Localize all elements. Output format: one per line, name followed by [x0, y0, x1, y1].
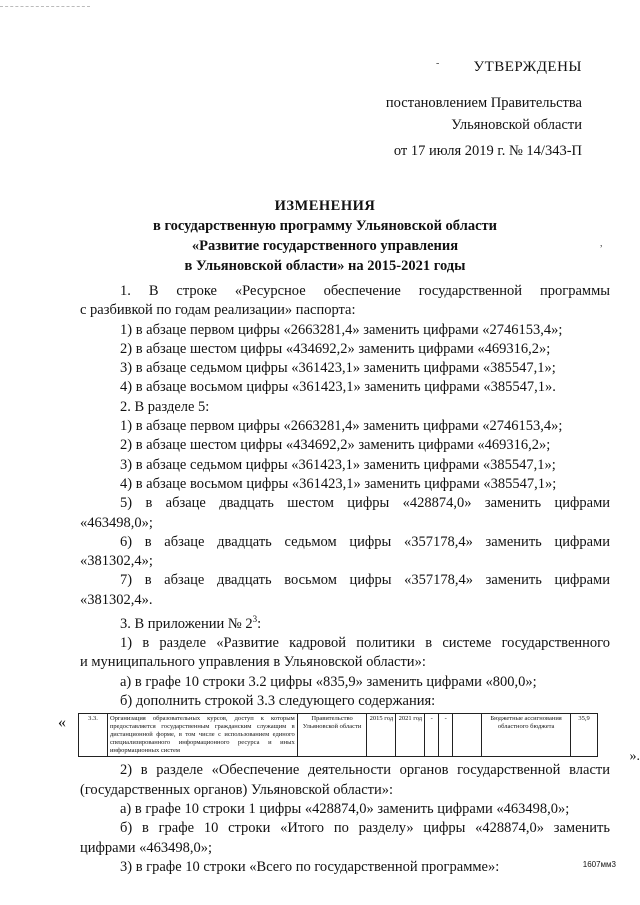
para-3-item-2b-line-1: б) в графе 10 строки «Итого по разделу» цифры «428874,0» заменить: [120, 820, 610, 837]
para-3-item-2-line-1: 2) в разделе «Обеспечение деятельности органов государственной власти: [120, 762, 610, 779]
approval-block: [473, 56, 582, 78]
para-3-item-1b: б) дополнить строкой 3.3 следующего содержания:: [120, 693, 436, 710]
approval-line-1: постановлением Правительства: [385, 95, 582, 111]
cell-year-end: 2021 год: [396, 714, 425, 757]
para-1-rest: с разбивкой по годам реализации» паспорта:: [80, 302, 356, 319]
para-2-heading: 2. В разделе 5:: [120, 398, 210, 415]
cell-description: Организация образовательных курсов, доступ к которым предоставляется государственным гражданским служащим в дистанционной форме, в том числе с использованием единого специализированного информационного ресурса и иных информационных систем: [107, 714, 297, 757]
cell-executor: Правительство Ульяновской области: [297, 714, 367, 757]
para-1-item-2: 2) в абзаце шестом цифры «434692,2» заменить цифрами «469316,2»;: [120, 340, 551, 357]
para-3-heading-sup: 3: [252, 614, 258, 625]
para-3-heading-text: 3. В приложении № 2: [120, 615, 253, 632]
scan-speck: -: [436, 58, 440, 69]
para-3-item-2-line-2: (государственных органов) Ульяновской области»:: [80, 781, 394, 798]
para-3-heading-colon: :: [257, 615, 262, 632]
para-3-heading: [80, 610, 610, 634]
para-2-item-7-line-2: «381302,4».: [80, 591, 153, 608]
para-3-item-1a: а) в графе 10 строки 3.2 цифры «835,9» заменить цифрами «800,0»;: [120, 673, 537, 690]
cell-number: 3.3.: [79, 714, 108, 757]
para-2-item-2: 2) в абзаце шестом цифры «434692,2» заменить цифрами «469316,2»;: [120, 437, 551, 454]
approval-date: от 17 июля 2019 г. № 14/343-П: [393, 143, 582, 159]
table-row: [79, 714, 598, 757]
para-1-item-3: 3) в абзаце седьмом цифры «361423,1» заменить цифрами «385547,1»;: [120, 360, 556, 377]
para-2-item-5-line-2: «463498,0»;: [80, 514, 153, 531]
quote-close: ».: [629, 749, 640, 765]
scan-edge-mark: [0, 6, 90, 7]
para-2-item-4: 4) в абзаце восьмом цифры «361423,1» заменить цифрами «385547,1»;: [120, 475, 557, 492]
cell-value: 35,9: [571, 714, 598, 757]
inserted-row-block: [58, 713, 640, 765]
para-3-item-1-line-1: 1) в разделе «Развитие кадровой политики в системе государственного: [120, 635, 610, 652]
para-2-item-6-line-2: «381302,4»;: [80, 553, 153, 570]
scan-speck: ,: [600, 238, 603, 249]
para-2-item-5-line-1: 5) в абзаце двадцать шестом цифры «428874,0» заменить цифрами: [120, 495, 610, 512]
para-2-item-3: 3) в абзаце седьмом цифры «361423,1» заменить цифрами «385547,1»;: [120, 456, 556, 473]
title-line-3: «Развитие государственного управления: [191, 238, 459, 254]
footer-code: 1607мм3: [582, 860, 616, 869]
para-2-item-6-line-1: 6) в абзаце двадцать седьмом цифры «357178,4» заменить цифрами: [120, 533, 610, 550]
title-line-2: в государственную программу Ульяновской области: [152, 218, 497, 234]
para-1-item-1: 1) в абзаце первом цифры «2663281,4» заменить цифрами «2746153,4»;: [120, 321, 563, 338]
cell-year-start: 2015 год: [367, 714, 396, 757]
title-line-1: ИЗМЕНЕНИЯ: [274, 198, 376, 214]
para-2-item-1: 1) в абзаце первом цифры «2663281,4» заменить цифрами «2746153,4»;: [120, 418, 563, 435]
para-3-item-2b-line-2: цифрами «463498,0»;: [80, 839, 213, 856]
para-3-item-1-line-2: и муниципального управления в Ульяновской области»:: [80, 654, 426, 671]
approval-line-2: Ульяновской области: [451, 117, 582, 133]
cell-dash-2: -: [439, 714, 453, 757]
para-2-item-7-line-1: 7) в абзаце двадцать восьмом цифры «357178,4» заменить цифрами: [120, 572, 610, 589]
para-1-first-line: 1. В строке «Ресурсное обеспечение государственной программы: [120, 283, 610, 299]
quote-open: «: [58, 714, 66, 732]
approval-decree: [386, 92, 582, 162]
para-1-item-4: 4) в абзаце восьмом цифры «361423,1» заменить цифрами «385547,1».: [120, 379, 556, 396]
para-3-item-3: 3) в графе 10 строки «Всего по государственной программе»:: [120, 858, 500, 875]
title-line-4: в Ульяновской области» на 2015-2021 годы: [184, 258, 466, 274]
approval-stamp: УТВЕРЖДЕНЫ: [473, 59, 582, 75]
cell-dash-1: -: [425, 714, 439, 757]
inserted-row-table: [78, 713, 598, 757]
document-body: [58, 282, 640, 877]
document-title: [80, 196, 570, 276]
cell-blank: [453, 714, 482, 757]
cell-funding-source: Бюджетные ассигнования областного бюджета: [482, 714, 571, 757]
para-3-item-2a: а) в графе 10 строки 1 цифры «428874,0» заменить цифрами «463498,0»;: [120, 800, 570, 817]
